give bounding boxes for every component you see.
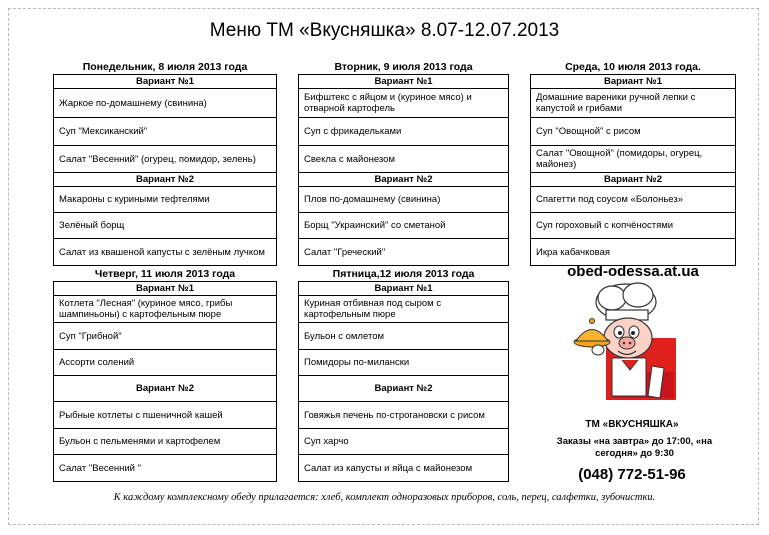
dish: Салат из капусты и яйца с майонезом	[299, 455, 509, 482]
phone-number[interactable]: (048) 772-51-96	[578, 466, 686, 483]
dish: Спагетти под соусом «Болоньез»	[531, 187, 736, 213]
variant-1-label: Вариант №1	[299, 75, 509, 89]
day-heading: Среда, 10 июля 2013 года.	[565, 61, 701, 73]
day-thursday	[53, 268, 277, 482]
menu-table	[53, 74, 277, 266]
day-tuesday	[298, 61, 509, 266]
day-heading: Вторник, 9 июля 2013 года	[334, 61, 473, 73]
website-link[interactable]: obed-odessa.at.ua	[567, 263, 699, 280]
dish: Салат "Весенний "	[54, 455, 277, 482]
dish: Зелёный борщ	[54, 213, 277, 239]
menu-table	[298, 74, 509, 266]
day-wednesday	[530, 61, 736, 266]
variant-2-label: Вариант №2	[54, 376, 277, 402]
dish: Жаркое по-домашнему (свинина)	[54, 89, 277, 118]
dish: Говяжья печень по-строгановски с рисом	[299, 402, 509, 429]
dish: Суп "Мексиканский"	[54, 118, 277, 146]
variant-1-label: Вариант №1	[54, 282, 277, 296]
menu-table	[53, 281, 277, 482]
dish: Бульон с пельменями и картофелем	[54, 429, 277, 455]
day-heading: Понедельник, 8 июля 2013 года	[82, 61, 248, 73]
variant-2-label: Вариант №2	[54, 173, 277, 187]
variant-1-label: Вариант №1	[299, 282, 509, 296]
order-hours: Заказы «на завтра» до 17:00, «на сегодня» до 9:30	[556, 436, 713, 459]
dish: Суп "Грибной"	[54, 323, 277, 350]
chef-illustration	[572, 280, 678, 400]
variant-1-label: Вариант №1	[54, 75, 277, 89]
variant-2-label: Вариант №2	[299, 376, 509, 402]
dish: Икра кабачковая	[531, 239, 736, 266]
dish: Салат "Весенний" (огурец, помидор, зелень)	[54, 146, 277, 173]
dish: Котлета "Лесная" (куриное мясо, грибы шампиньоны) с картофельным пюре	[54, 296, 277, 323]
dish: Суп гороховый с копчёностями	[531, 213, 736, 239]
dish: Салат "Греческий"	[299, 239, 509, 266]
dish: Куриная отбивная под сыром с картофельным пюре	[299, 296, 509, 323]
dish: Суп с фрикадельками	[299, 118, 509, 146]
dish: Салат "Овощной" (помидоры, огурец, майонез)	[531, 146, 736, 173]
dish: Бульон с омлетом	[299, 323, 509, 350]
menu-table	[298, 281, 509, 482]
company-name: ТМ «ВКУСНЯШКА»	[585, 419, 679, 430]
variant-1-label: Вариант №1	[531, 75, 736, 89]
dish: Салат из квашеной капусты с зелёным лучком	[54, 239, 277, 266]
variant-2-label: Вариант №2	[299, 173, 509, 187]
day-monday	[53, 61, 277, 266]
menu-title: Меню ТМ «Вкусняшка» 8.07-12.07.2013	[209, 20, 560, 41]
menu-table	[530, 74, 736, 266]
dish: Рыбные котлеты с пшеничной кашей	[54, 402, 277, 429]
dish: Суп харчо	[299, 429, 509, 455]
dish: Свекла с майонезом	[299, 146, 509, 173]
day-friday	[298, 268, 509, 482]
dish: Суп "Овощной" с рисом	[531, 118, 736, 146]
dish: Макароны с куриными тефтелями	[54, 187, 277, 213]
dish: Плов по-домашнему (свинина)	[299, 187, 509, 213]
variant-2-label: Вариант №2	[531, 173, 736, 187]
footer-note: К каждому комплексному обеду прилагается: хлеб, комплект одноразовых приборов, соль, перец, салфетки, зубочистки.	[113, 492, 656, 503]
dish: Борщ "Украинский" со сметаной	[299, 213, 509, 239]
dish: Помидоры по-милански	[299, 350, 509, 376]
day-heading: Четверг, 11 июля 2013 года	[94, 268, 236, 280]
dish: Бифштекс с яйцом и (куриное мясо) и отварной картофель	[299, 89, 509, 118]
dish: Домашние вареники ручной лепки с капустой и грибами	[531, 89, 736, 118]
dish: Ассорти солений	[54, 350, 277, 376]
day-heading: Пятница,12 июля 2013 года	[332, 268, 475, 280]
